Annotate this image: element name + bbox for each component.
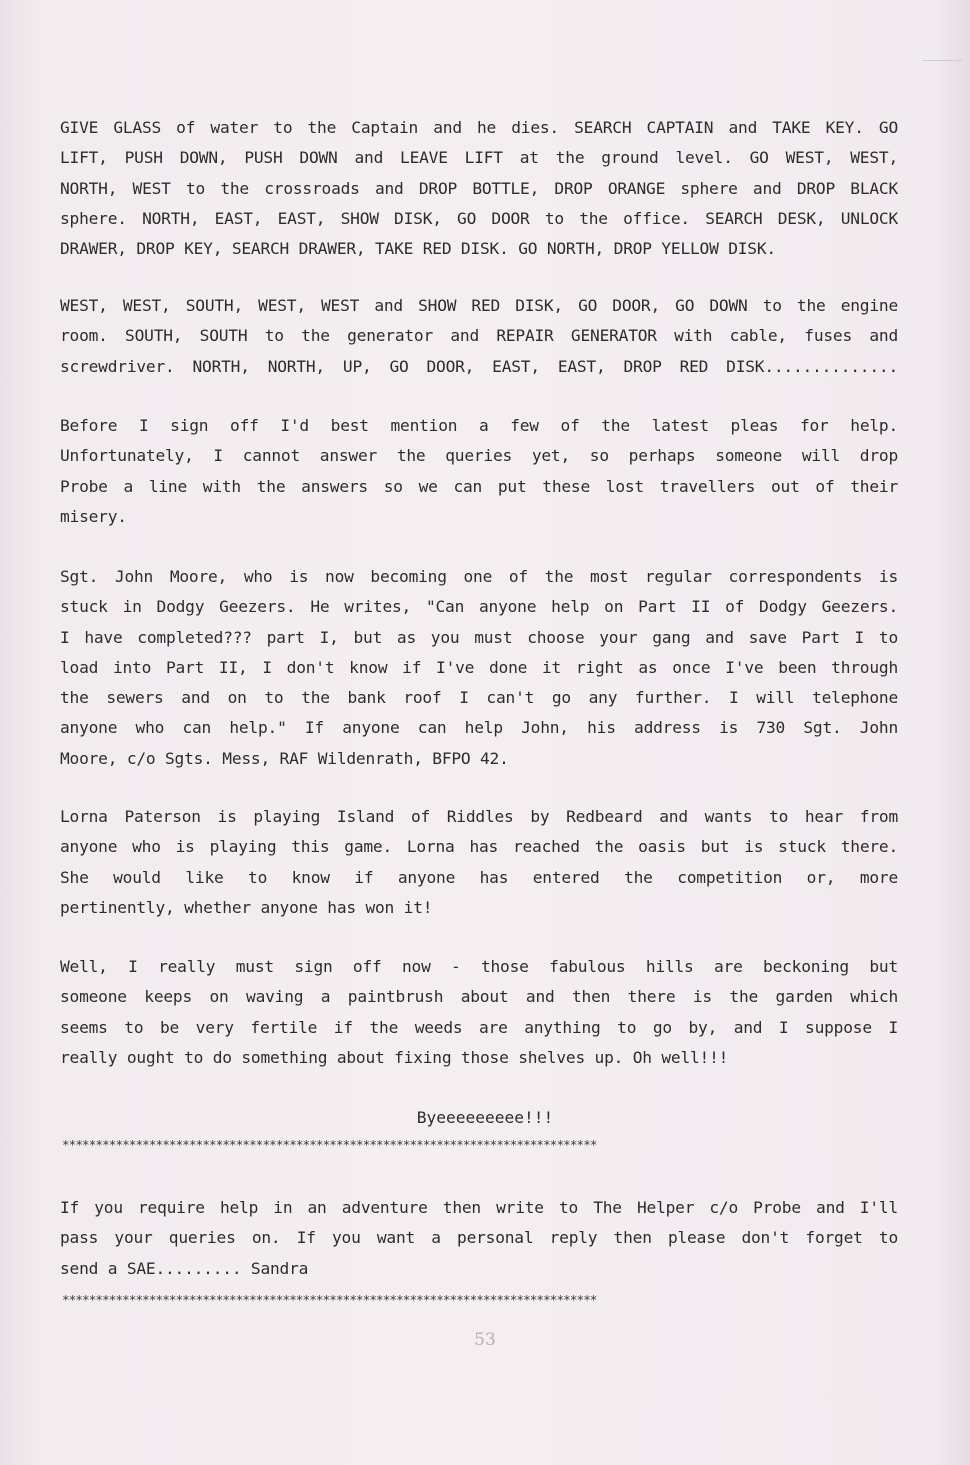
page-number: 53 <box>474 1330 496 1350</box>
text-line: send a SAE......... Sandra <box>60 1258 309 1278</box>
text-line: She would like to know if anyone has entered the competition or, more <box>60 867 898 887</box>
text-line: really ought to do something about fixing those shelves up. Oh well!!! <box>60 1047 729 1067</box>
text-line: Lorna Paterson is playing Island of Riddles by Redbeard and wants to hear from <box>60 807 898 826</box>
edge-mark <box>922 60 962 61</box>
text-line: Well, I really must sign off now - those fabulous hills are beckoning but <box>60 957 898 976</box>
footer-note <box>60 1193 898 1284</box>
text-line: Probe a line with the answers so we can put these lost travellers out of their <box>60 476 898 496</box>
text-line: room. SOUTH, SOUTH to the generator and REPAIR GENERATOR with cable, fuses and <box>60 326 898 346</box>
text-line: DRAWER, DROP KEY, SEARCH DRAWER, TAKE RED DISK. GO NORTH, DROP YELLOW DISK. <box>60 239 776 259</box>
paragraph-walkthrough-2 <box>60 291 898 382</box>
paragraph-pleas <box>60 411 898 532</box>
text-line: someone keeps on waving a paintbrush about and then there is the garden which <box>60 987 898 1007</box>
paragraph-john-moore <box>60 562 898 774</box>
text-line: GIVE GLASS of water to the Captain and he dies. SEARCH CAPTAIN and TAKE KEY. GO <box>60 118 898 137</box>
text-line: seems to be very fertile if the weeds are anything to go by, and I suppose I <box>60 1017 898 1037</box>
paragraph-walkthrough-1 <box>60 113 898 264</box>
paragraph-sign-off <box>60 952 898 1073</box>
separator-line: ******************************************************************************** <box>62 1292 597 1307</box>
text-line: misery. <box>60 506 127 526</box>
text-line: stuck in Dodgy Geezers. He writes, "Can anyone help on Part II of Dodgy Geezers. <box>60 597 898 617</box>
separator-line: ******************************************************************************** <box>62 1137 597 1152</box>
text-line: Sgt. John Moore, who is now becoming one of the most regular correspondents is <box>60 567 898 586</box>
text-line: If you require help in an adventure then write to The Helper c/o Probe and I'll <box>60 1198 898 1217</box>
text-line: Before I sign off I'd best mention a few of the latest pleas for help. <box>60 416 898 435</box>
text-line: I have completed??? part I, but as you must choose your gang and save Part I to <box>60 627 898 647</box>
text-line: NORTH, WEST to the crossroads and DROP BOTTLE, DROP ORANGE sphere and DROP BLACK <box>60 178 898 198</box>
text-line: anyone who can help." If anyone can help John, his address is 730 Sgt. John <box>60 718 898 738</box>
text-line: pertinently, whether anyone has won it! <box>60 897 433 917</box>
text-line: LIFT, PUSH DOWN, PUSH DOWN and LEAVE LIFT at the ground level. GO WEST, WEST, <box>60 148 898 168</box>
text-line: pass your queries on. If you want a personal reply then please don't forget to <box>60 1228 898 1248</box>
text-line: Unfortunately, I cannot answer the queries yet, so perhaps someone will drop <box>60 446 898 466</box>
text-line: sphere. NORTH, EAST, EAST, SHOW DISK, GO DOOR to the office. SEARCH DESK, UNLOCK <box>60 208 898 228</box>
text-line: anyone who is playing this game. Lorna has reached the oasis but is stuck there. <box>60 837 898 857</box>
paragraph-lorna-paterson <box>60 802 898 923</box>
text-line: load into Part II, I don't know if I've done it right as once I've been through <box>60 657 898 677</box>
signoff-text: Byeeeeeeeee!!! <box>416 1108 554 1127</box>
text-line: the sewers and on to the bank roof I can't go any further. I will telephone <box>60 688 898 708</box>
text-line: WEST, WEST, SOUTH, WEST, WEST and SHOW RED DISK, GO DOOR, GO DOWN to the engine <box>60 296 898 315</box>
text-line: screwdriver. NORTH, NORTH, UP, GO DOOR, EAST, EAST, DROP RED DISK.............. <box>60 356 898 376</box>
text-line: Moore, c/o Sgts. Mess, RAF Wildenrath, BFPO 42. <box>60 748 509 768</box>
